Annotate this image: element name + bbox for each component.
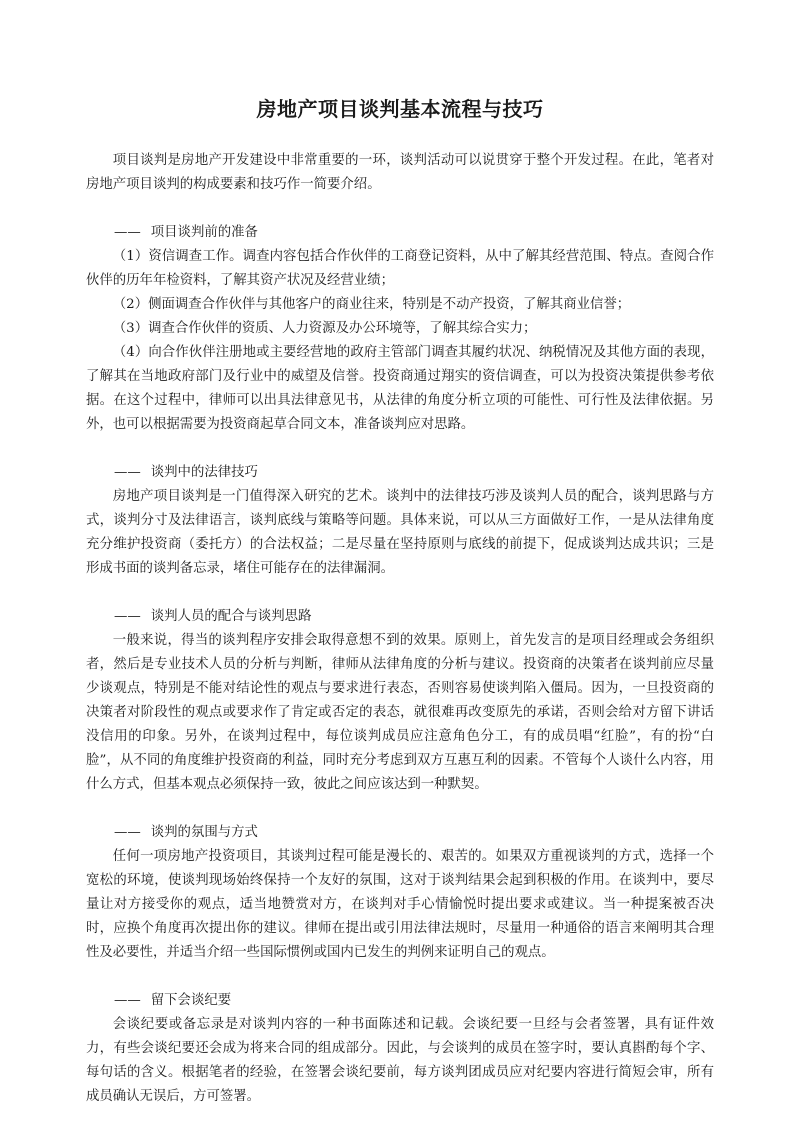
section-paragraph: （2）侧面调查合作伙伴与其他客户的商业往来，特别是不动产投资，了解其商业信誉； [112, 297, 631, 312]
heading-dash: —— [114, 825, 141, 840]
document-title: 房地产项目谈判基本流程与技巧 [256, 97, 544, 121]
section-heading [86, 221, 714, 245]
section-paragraph: 房地产项目谈判是一门值得深入研究的艺术。谈判中的法律技巧涉及谈判人员的配合，谈判思路与方式，谈判分寸及法律语言，谈判底线与策略等问题。具体来说，可以从三方面做好工作，一是从法律角度充分维护投资商（委托方）的合法权益；二是尽量在坚持原则与底线的前提下，促成谈判达成共识；三是形成书面的谈判备忘录，堵住可能存在的法律漏洞。 [86, 489, 714, 576]
section-paragraph: 任何一项房地产投资项目，其谈判过程可能是漫长的、艰苦的。如果双方重视谈判的方式，选择一个宽松的环境，使谈判现场始终保持一个友好的氛围，这对于谈判结果会起到积极的作用。在谈判中，要尽量让对方接受你的观点，适当地赞赏对方，在谈判对手心情愉悦时提出要求或建议。当一种提案被否决时，应换个角度再次提出你的建议。律师在提出或引用法律法规时，尽量用一种通俗的语言来阐明其合理性及必要性，并适当介绍一些国际惯例或国内已发生的判例来证明自己的观点。 [86, 849, 714, 960]
section-heading-text: 项目谈判前的准备 [150, 225, 258, 240]
section-atmosphere [86, 821, 714, 965]
section-paragraph: 一般来说，得当的谈判程序安排会取得意想不到的效果。原则上，首先发言的是项目经理或会务组织者，然后是专业技术人员的分析与判断，律师从法律角度的分析与建议。投资商的决策者在谈判前应尽量少谈观点，特别是不能对结论性的观点与要求进行表态，否则容易使谈判陷入僵局。因为，一旦投资商的决策者对阶段性的观点或要求作了肯定或否定的表态，就很难再改变原先的承诺，否则会给对方留下讲话没信用的印象。另外，在谈判过程中，每位谈判成员应注意角色分工，有的成员唱“红脸”，有的扮“白脸”，从不同的角度维护投资商的利益，同时充分考虑到双方互惠互利的因素。不管每个人谈什么内容，用什么方式，但基本观点必须保持一致，彼此之间应该达到一种默契。 [86, 633, 714, 792]
section-meeting-minutes [86, 989, 714, 1109]
section-heading [86, 461, 714, 485]
section-paragraph: （4）向合作伙伴注册地或主要经营地的政府主管部门调查其履约状况、纳税情况及其他方面的表现，了解其在当地政府部门及行业中的威望及信誉。投资商通过翔实的资信调查，可以为投资决策提供参考依据。在这个过程中，律师可以出具法律意见书，从法律的角度分析立项的可能性、可行性及法律依据。另外，也可以根据需要为投资商起草合同文本，准备谈判应对思路。 [86, 345, 714, 432]
section-heading [86, 821, 714, 845]
section-paragraph: （3）调查合作伙伴的资质、人力资源及办公环境等，了解其综合实力； [112, 321, 537, 336]
section-heading [86, 605, 714, 629]
section-team-coordination [86, 605, 714, 797]
section-heading [86, 989, 714, 1013]
section-heading-text: 留下会谈纪要 [150, 993, 232, 1008]
heading-dash: —— [114, 465, 141, 480]
section-heading-text: 谈判人员的配合与谈判思路 [150, 609, 312, 624]
section-paragraph: （1）资信调查工作。调查内容包括合作伙伴的工商登记资料，从中了解其经营范围、特点。查阅合作伙伴的历年年检资料，了解其资产状况及经营业绩； [86, 249, 714, 288]
section-legal-skills [86, 461, 714, 581]
section-heading-text: 谈判中的法律技巧 [150, 465, 258, 480]
heading-dash: —— [114, 225, 141, 240]
intro-paragraph: 项目谈判是房地产开发建设中非常重要的一环，谈判活动可以说贯穿于整个开发过程。在此，笔者对房地产项目谈判的构成要素和技巧作一简要介绍。 [86, 153, 714, 192]
section-paragraph: 会谈纪要或备忘录是对谈判内容的一种书面陈述和记载。会谈纪要一旦经与会者签署，具有证件效力，有些会谈纪要还会成为将来合同的组成部分。因此，与会谈判的成员在签字时，要认真斟酌每个字、每句话的含义。根据笔者的经验，在签署会谈纪要前，每方谈判团成员应对纪要内容进行简短会审，所有成员确认无误后，方可签署。 [86, 1017, 714, 1104]
document-body [86, 149, 714, 1109]
heading-dash: —— [114, 993, 141, 1008]
section-heading-text: 谈判的氛围与方式 [150, 825, 258, 840]
section-preparation [86, 221, 714, 437]
heading-dash: —— [114, 609, 141, 624]
